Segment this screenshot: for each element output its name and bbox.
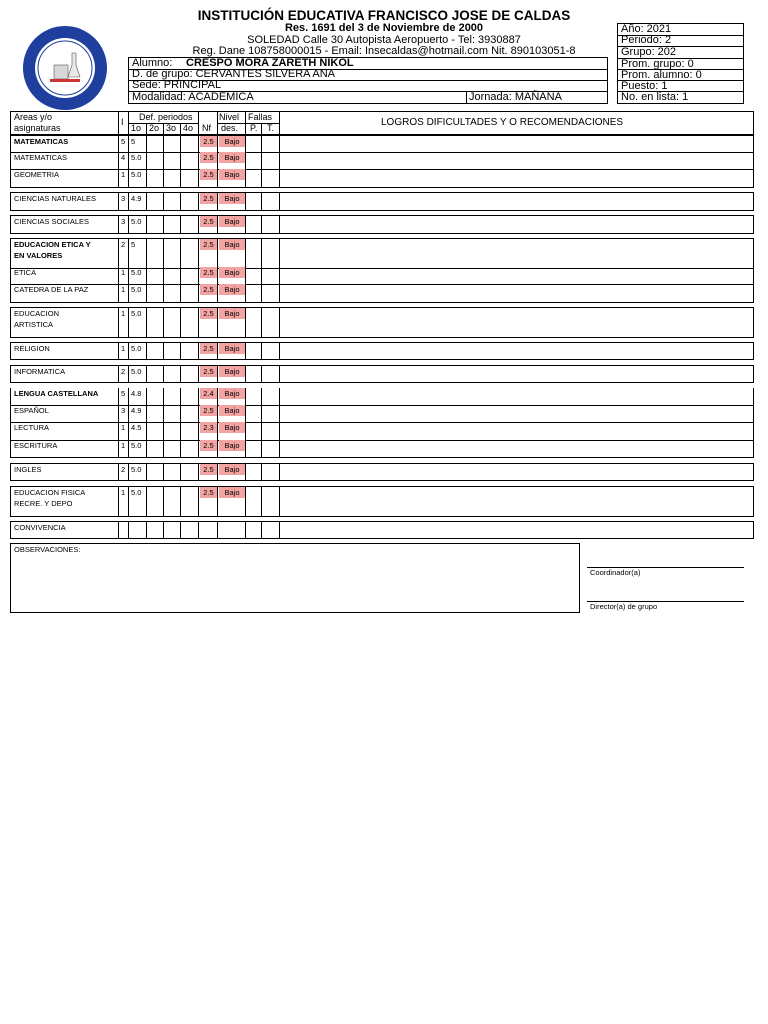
subject-name: EDUCACION FISICA <box>14 488 86 497</box>
final-grade: 2.5 <box>200 152 217 163</box>
period1-grade: 4.8 <box>131 389 142 398</box>
subject-name: INFORMATICA <box>14 367 66 376</box>
final-grade: 2.5 <box>200 366 217 377</box>
table-row <box>10 215 754 234</box>
performance-level: Bajo <box>219 193 245 204</box>
table-row <box>10 521 754 539</box>
performance-level: Bajo <box>219 388 245 399</box>
intensity-hours: 1 <box>121 344 126 353</box>
intensity-hours: 1 <box>121 441 126 450</box>
group: Grupo: 202 <box>621 46 677 58</box>
intensity-hours: 2 <box>121 367 126 376</box>
final-grade: 2.4 <box>200 388 217 399</box>
table-row <box>10 152 754 170</box>
director-label: Director(a) de grupo <box>590 602 658 611</box>
performance-level: Bajo <box>219 308 245 319</box>
final-grade: 2.5 <box>200 487 217 498</box>
subject-name: ESPAÑOL <box>14 406 49 415</box>
subject-name: LENGUA CASTELLANA <box>14 389 99 398</box>
performance-level: Bajo <box>219 267 245 278</box>
observations-box <box>10 543 580 613</box>
performance-level: Bajo <box>219 169 245 180</box>
intensity-hours: 3 <box>121 217 126 226</box>
table-row <box>10 267 754 285</box>
table-row <box>10 388 754 406</box>
subject-name: EDUCACION ETICA Y <box>14 240 91 249</box>
ih-header: I <box>121 117 124 127</box>
subject-name: ESCRITURA <box>14 441 58 450</box>
final-grade: 2.5 <box>200 216 217 227</box>
alumno-name: CRESPO MORA ZARETH NIKOL <box>186 57 354 69</box>
performance-level: Bajo <box>219 366 245 377</box>
intensity-hours: 2 <box>121 465 126 474</box>
final-grade: 2.5 <box>200 464 217 475</box>
performance-level: Bajo <box>219 136 245 147</box>
table-row <box>10 365 754 383</box>
p4-header: 4o <box>183 123 194 133</box>
subject-name-line2: ARTISTICA <box>14 320 54 329</box>
list-number: No. en lista: 1 <box>621 91 689 103</box>
period1-grade: 4.5 <box>131 423 142 432</box>
table-row <box>10 342 754 360</box>
group-average: Prom. grupo: 0 <box>621 58 694 70</box>
table-row <box>10 405 754 423</box>
period1-grade: 5 <box>131 240 136 249</box>
address-line: SOLEDAD Calle 30 Autopista Aeropuerto - Tel: 3930887 <box>247 34 521 46</box>
sede: Sede: PRINCIPAL <box>132 79 222 91</box>
intensity-hours: 3 <box>121 406 126 415</box>
grades-table-header <box>10 111 754 135</box>
performance-level: Bajo <box>219 405 245 416</box>
areas-header: Areas y/o <box>14 112 53 122</box>
table-row <box>10 238 754 269</box>
logros-header: LOGROS DIFICULTADES Y O RECOMENDACIONES <box>381 117 624 128</box>
intensity-hours: 5 <box>121 137 126 146</box>
subject-name: CATEDRA DE LA PAZ <box>14 285 89 294</box>
observations-label: OBSERVACIONES: <box>14 545 81 554</box>
period1-grade: 5.0 <box>131 170 142 179</box>
table-row <box>10 169 754 188</box>
period1-grade: 4.9 <box>131 406 142 415</box>
registration-line: Reg. Dane 108758000015 - Email: Insecaldas@hotmail.com Nit. 890103051-8 <box>192 45 576 57</box>
intensity-hours: 1 <box>121 170 126 179</box>
rank: Puesto: 1 <box>621 80 668 92</box>
p3-header: 3o <box>166 123 177 133</box>
intensity-hours: 4 <box>121 153 126 162</box>
table-row <box>10 486 754 517</box>
period1-grade: 5.0 <box>131 344 142 353</box>
subject-name: CIENCIAS NATURALES <box>14 194 96 203</box>
p2-header: 2o <box>149 123 160 133</box>
intensity-hours: 5 <box>121 389 126 398</box>
intensity-hours: 1 <box>121 423 126 432</box>
subject-name-line2: EN VALORES <box>14 251 63 260</box>
resolution-line: Res. 1691 del 3 de Noviembre de 2000 <box>284 22 484 34</box>
final-grade: 2.5 <box>200 239 217 250</box>
fallas-t-header: T. <box>267 123 275 133</box>
final-grade: 2.5 <box>200 343 217 354</box>
table-row <box>10 135 754 153</box>
performance-level: Bajo <box>219 487 245 498</box>
subject-name: LECTURA <box>14 423 50 432</box>
fallas-header: Fallas <box>248 112 273 122</box>
nf-header: Nf <box>202 123 211 133</box>
subject-name: GEOMETRIA <box>14 170 60 179</box>
student-average: Prom. alumno: 0 <box>621 69 702 81</box>
table-row <box>10 284 754 303</box>
performance-level: Bajo <box>219 284 245 295</box>
alumno-label: Alumno: <box>132 57 173 69</box>
subject-name: RELIGION <box>14 344 50 353</box>
period1-grade: 5.0 <box>131 465 142 474</box>
performance-level: Bajo <box>219 343 245 354</box>
school-title: INSTITUCIÓN EDUCATIVA FRANCISCO JOSE DE CALDAS <box>197 8 571 23</box>
intensity-hours: 1 <box>121 268 126 277</box>
group-director: D. de grupo: CERVANTES SILVERA ANA <box>132 68 335 80</box>
period1-grade: 5.0 <box>131 441 142 450</box>
intensity-hours: 3 <box>121 194 126 203</box>
performance-level: Bajo <box>219 239 245 250</box>
period: Periodo: 2 <box>621 34 672 46</box>
performance-level: Bajo <box>219 464 245 475</box>
nivel-header: Nivel <box>219 112 240 122</box>
table-row <box>10 463 754 481</box>
performance-level: Bajo <box>219 216 245 227</box>
subject-name: MATEMATICAS <box>14 153 68 162</box>
period1-grade: 4.9 <box>131 194 142 203</box>
asignaturas-header: asignaturas <box>14 123 61 133</box>
period1-grade: 5.0 <box>131 268 142 277</box>
table-row <box>10 307 754 338</box>
des-header: des. <box>221 123 239 133</box>
table-row <box>10 192 754 211</box>
table-row <box>10 440 754 458</box>
school-logo <box>22 25 108 111</box>
final-grade: 2.5 <box>200 267 217 278</box>
performance-level: Bajo <box>219 152 245 163</box>
subject-name: INGLES <box>14 465 42 474</box>
modalidad: Modalidad: ACADEMICA <box>132 91 254 103</box>
subject-name: CONVIVENCIA <box>14 523 66 532</box>
year: Año: 2021 <box>621 23 672 35</box>
intensity-hours: 2 <box>121 240 126 249</box>
subject-name: EDUCACION <box>14 309 60 318</box>
period-info-box <box>617 23 744 104</box>
final-grade: 2.5 <box>200 193 217 204</box>
final-grade: 2.5 <box>200 308 217 319</box>
period1-grade: 5.0 <box>131 367 142 376</box>
p1-header: 1o <box>131 123 142 133</box>
subject-name: MATEMATICAS <box>14 137 69 146</box>
subject-name: CIENCIAS SOCIALES <box>14 217 90 226</box>
subject-name-line2: RECRE. Y DEPO <box>14 499 73 508</box>
final-grade: 2.5 <box>200 169 217 180</box>
intensity-hours: 1 <box>121 285 126 294</box>
period1-grade: 5 <box>131 137 136 146</box>
table-row <box>10 422 754 441</box>
student-info-box <box>128 57 608 104</box>
def-periodos-header: Def. periodos <box>139 112 193 122</box>
intensity-hours: 1 <box>121 309 126 318</box>
period1-grade: 5.0 <box>131 309 142 318</box>
performance-level: Bajo <box>219 440 245 451</box>
final-grade: 2.5 <box>200 284 217 295</box>
final-grade: 2.5 <box>200 405 217 416</box>
jornada: Jornada: MAÑANA <box>469 91 562 103</box>
period1-grade: 5.0 <box>131 153 142 162</box>
final-grade: 2.5 <box>200 136 217 147</box>
period1-grade: 5.0 <box>131 488 142 497</box>
final-grade: 2.5 <box>200 440 217 451</box>
coordinator-label: Coordinador(a) <box>590 568 641 577</box>
fallas-p-header: P. <box>250 123 258 133</box>
intensity-hours: 1 <box>121 488 126 497</box>
subject-name: ETICA <box>14 268 37 277</box>
period1-grade: 5.0 <box>131 217 142 226</box>
period1-grade: 5.0 <box>131 285 142 294</box>
final-grade: 2.3 <box>200 422 217 433</box>
performance-level: Bajo <box>219 422 245 433</box>
